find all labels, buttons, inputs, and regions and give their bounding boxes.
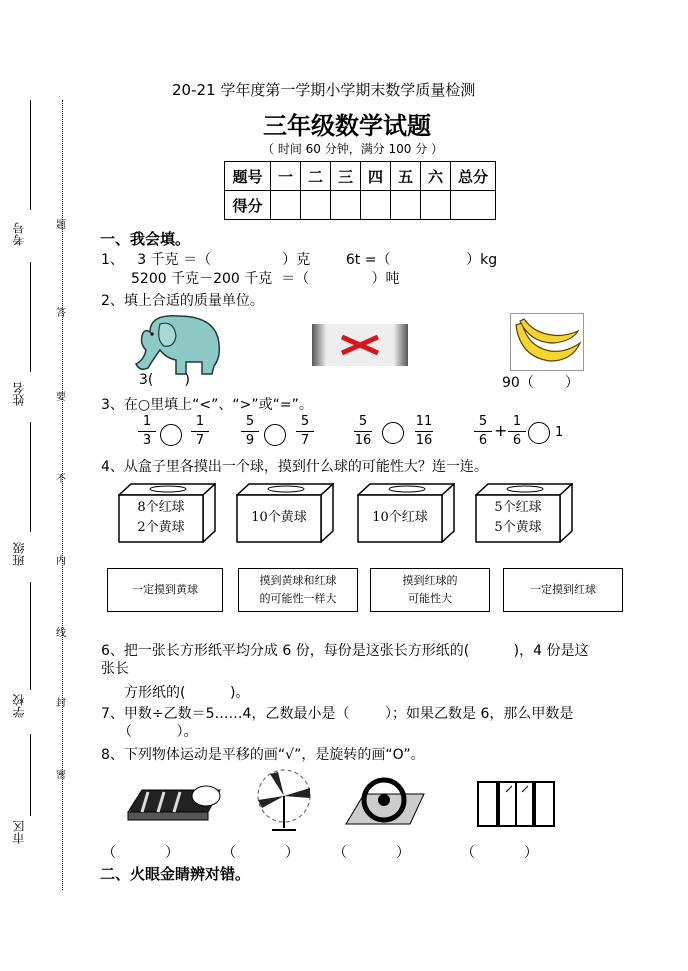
- score-input-cell[interactable]: [331, 191, 361, 220]
- margin-char: 内: [56, 556, 66, 567]
- margin-line: [30, 100, 31, 210]
- fraction: 5 9: [239, 414, 261, 449]
- abacus-icon: [124, 776, 228, 826]
- exam-subtitle: 20-21 学年度第一学期小学期末数学质量检测: [172, 81, 476, 99]
- answer-paren[interactable]: （ ）: [222, 845, 299, 861]
- score-table: [224, 161, 496, 220]
- label-exam-number: 考号: [12, 222, 26, 246]
- fraction: 5 6: [472, 414, 494, 449]
- table-cell: 三: [331, 162, 361, 191]
- answer-option[interactable]: 摸到黄球和红球 的可能性一样大: [238, 568, 358, 612]
- elephant-icon: [130, 310, 225, 376]
- question-1-line-1: 1、 3 千克 ＝（ ）克 6t =（ ）kg: [101, 252, 498, 268]
- compare-circle[interactable]: [264, 424, 286, 446]
- margin-char: 不: [56, 474, 66, 485]
- question-6-line-2: 张长: [101, 661, 129, 677]
- table-cell: 一: [271, 162, 301, 191]
- question-2-answer-1: 3( ): [139, 372, 190, 388]
- question-1-line-2: 5200 千克－200 千克 ＝（ ）吨: [131, 271, 400, 287]
- question-2: 2、填上合适的质量单位。: [101, 293, 264, 309]
- box-label: 10个黄球: [251, 510, 307, 525]
- page-title: 三年级数学试题: [263, 111, 431, 140]
- window-icon: [476, 778, 556, 830]
- box-label: 8个红球 2个黄球: [137, 500, 185, 535]
- question-8: 8、下列物体运动是平移的画“√”，是旋转的画“O”。: [101, 747, 425, 763]
- fraction: 1 7: [189, 414, 211, 449]
- question-2-answer-2: 90（ ）: [502, 375, 579, 391]
- score-input-cell[interactable]: [271, 191, 301, 220]
- score-table-score-row: [225, 191, 496, 220]
- box-label: 5个红球 5个黄球: [494, 500, 542, 535]
- label-school: 学校: [12, 694, 26, 718]
- margin-line: [30, 262, 31, 372]
- score-input-cell[interactable]: [391, 191, 421, 220]
- score-input-cell[interactable]: [451, 191, 496, 220]
- table-cell: 四: [361, 162, 391, 191]
- margin-line: [30, 422, 31, 532]
- table-cell: 得分: [225, 191, 271, 220]
- fraction: 5 7: [294, 414, 316, 449]
- label-name: 姓名: [12, 382, 26, 406]
- table-cell: 题号: [225, 162, 271, 191]
- compare-circle[interactable]: [528, 422, 550, 444]
- section-2-heading: 二、火眼金睛辨对错。: [100, 865, 251, 883]
- fraction: 5 16: [354, 414, 372, 448]
- question-3: 3、在○里填上“<”、“>”或“=”。: [101, 397, 313, 413]
- answer-paren[interactable]: （ ）: [461, 845, 538, 861]
- question-6-line-3: 方形纸的( )。: [124, 685, 250, 701]
- plus-sign: +: [494, 421, 508, 440]
- cross-icon: [312, 324, 408, 366]
- margin-char: 要: [56, 392, 66, 403]
- answer-paren[interactable]: （ ）: [102, 845, 179, 861]
- margin-char: 题: [56, 220, 66, 231]
- table-cell: 六: [421, 162, 451, 191]
- score-input-cell[interactable]: [361, 191, 391, 220]
- section-1-heading: 一、我会填。: [100, 230, 191, 248]
- compare-circle[interactable]: [382, 422, 404, 444]
- answer-paren[interactable]: （ ）: [333, 845, 410, 861]
- margin-char: 密: [56, 770, 66, 781]
- compare-circle[interactable]: [160, 424, 182, 446]
- score-input-cell[interactable]: [301, 191, 331, 220]
- margin-line: [30, 582, 31, 690]
- question-7-line-2: （ ）。: [118, 724, 198, 740]
- number-one: 1: [555, 425, 564, 440]
- score-table-header-row: [225, 162, 496, 191]
- question-4: 4、从盒子里各摸出一个球，摸到什么球的可能性大？连一连。: [101, 459, 488, 475]
- table-cell: 五: [391, 162, 421, 191]
- margin-line: [30, 734, 31, 816]
- score-input-cell[interactable]: [421, 191, 451, 220]
- fraction: 1 6: [506, 414, 528, 449]
- margin-char: 答: [56, 308, 66, 319]
- fan-icon: [248, 768, 322, 832]
- fraction: 11 16: [415, 414, 433, 448]
- label-district: 市区: [12, 820, 26, 844]
- answer-option[interactable]: 摸到红球的 可能性大: [370, 568, 490, 612]
- table-cell: 总分: [451, 162, 496, 191]
- fraction: 1 3: [136, 414, 158, 449]
- margin-char: 封: [56, 698, 66, 709]
- answer-option[interactable]: 一定摸到红球: [503, 568, 623, 612]
- box-label: 10个红球: [372, 510, 428, 525]
- question-7-line-1: 7、甲数÷乙数＝5……4，乙数最小是（ ）；如果乙数是 6，那么甲数是: [101, 706, 574, 722]
- question-6-line-1: 6、把一张长方形纸平均分成 6 份，每份是这张长方形纸的( )，4 份是这: [101, 643, 589, 659]
- banana-icon: [510, 313, 584, 371]
- margin-char: 线: [56, 628, 66, 639]
- exam-info: （ 时间 60 分钟，满分 100 分 ）: [262, 142, 444, 156]
- answer-option[interactable]: 一定摸到黄球: [107, 568, 223, 612]
- steering-wheel-icon: [342, 772, 426, 832]
- table-cell: 二: [301, 162, 331, 191]
- label-class: 班级: [12, 542, 26, 566]
